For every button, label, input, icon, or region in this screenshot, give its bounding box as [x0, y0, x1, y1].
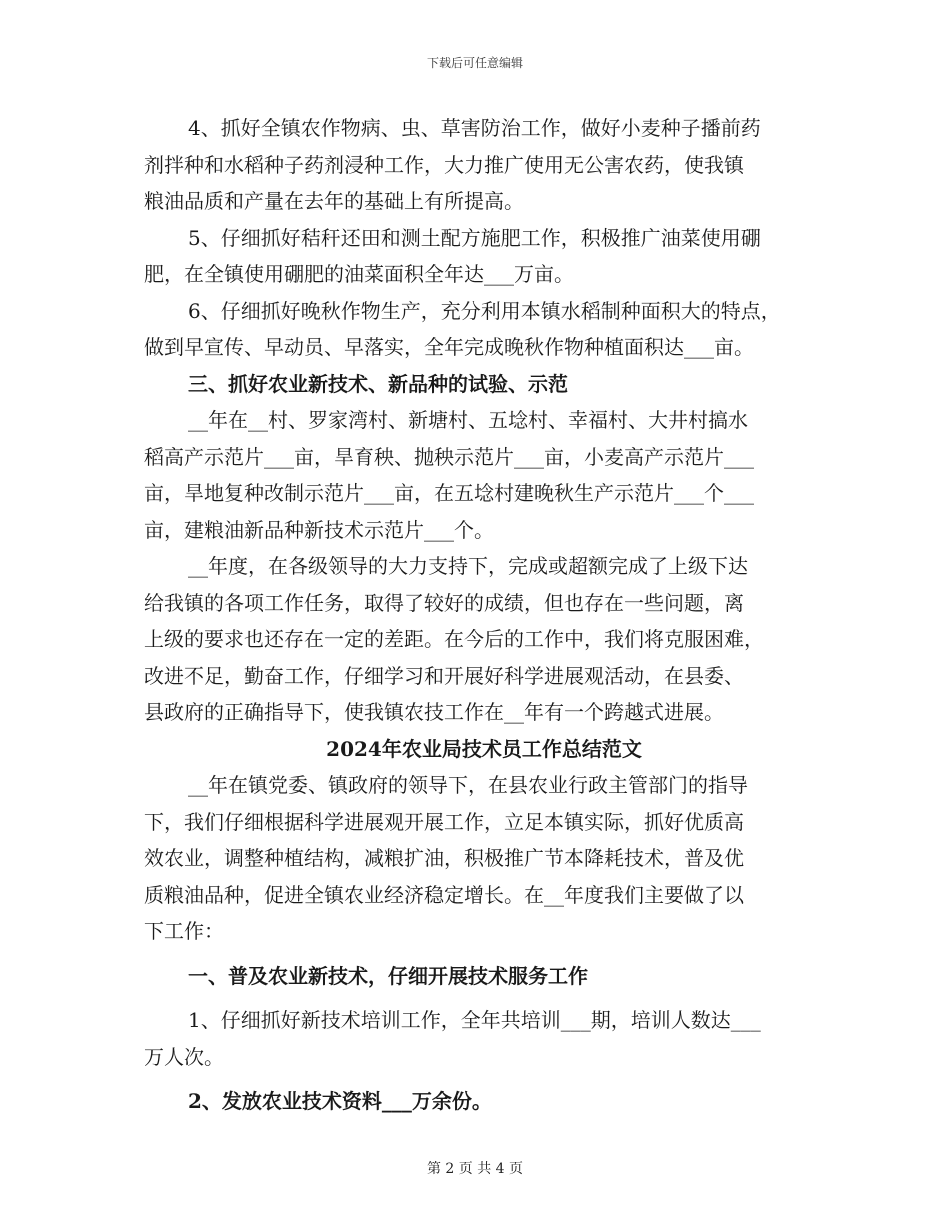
- paragraph-line: __年在镇党委、镇政府的领导下，在县农业行政主管部门的指导: [188, 773, 748, 797]
- paragraph-line: 5、仔细抓好秸秆还田和测土配方施肥工作，积极推广油菜使用硼: [188, 225, 761, 250]
- page-footer: 第 2 页 共 4 页: [426, 1161, 524, 1177]
- paragraph-line: 给我镇的各项工作任务，取得了较好的成绩，但也存在一些问题，离: [144, 590, 744, 615]
- paragraph-line: 肥，在全镇使用硼肥的油菜面积全年达___万亩。: [144, 262, 574, 286]
- section-heading: 一、普及农业新技术，仔细开展技术服务工作: [188, 963, 588, 988]
- page-header: 下载后可任意编辑: [426, 56, 523, 70]
- paragraph-line: 改进不足，勤奋工作，仔细学习和开展好科学进展观活动，在县委、: [144, 663, 744, 688]
- paragraph-line: 粮油品质和产量在去年的基础上有所提高。: [144, 189, 524, 213]
- paragraph-line: 万人次。: [144, 1044, 224, 1069]
- paragraph-line: 下，我们仔细根据科学进展观开展工作，立足本镇实际，抓好优质高: [144, 809, 744, 834]
- section-heading: 三、抓好农业新技术、新品种的试验、示范: [188, 371, 568, 396]
- paragraph-line: 2、发放农业技术资料___万余份。: [188, 1089, 492, 1113]
- paragraph-line: 上级的要求也还存在一定的差距。在今后的工作中，我们将克服困难，: [144, 627, 764, 651]
- paragraph-line: 亩，建粮油新品种新技术示范片___个。: [144, 517, 494, 542]
- paragraph-line: 下工作：: [144, 919, 224, 943]
- paragraph-line: 稻高产示范片___亩，旱育秧、抛秧示范片___亩，小麦高产示范片___: [144, 444, 754, 469]
- paragraph-line: 质粮油品种，促进全镇农业经济稳定增长。在__年度我们主要做了以: [144, 882, 744, 907]
- document-body: [144, 110, 824, 1120]
- paragraph-line: 亩，旱地复种改制示范片___亩，在五埝村建晚秋生产示范片___个___: [144, 481, 754, 505]
- paragraph-line: 4、抓好全镇农作物病、虫、草害防治工作，做好小麦种子播前药: [188, 116, 761, 140]
- paragraph-line: __年在__村、罗家湾村、新塘村、五埝村、幸福村、大井村搞水: [188, 408, 748, 432]
- paragraph-line: 县政府的正确指导下，使我镇农技工作在__年有一个跨越式进展。: [144, 700, 724, 724]
- paragraph-line: 6、仔细抓好晚秋作物生产，充分利用本镇水稻制种面积大的特点，: [188, 298, 781, 323]
- document-title: 2024年农业局技术员工作总结范文: [326, 736, 642, 761]
- paragraph-line: 1、仔细抓好新技术培训工作，全年共培训___期，培训人数达___: [188, 1008, 761, 1032]
- paragraph-line: __年度，在各级领导的大力支持下，完成或超额完成了上级下达: [188, 554, 748, 578]
- paragraph-line: 剂拌种和水稻种子药剂浸种工作，大力推广使用无公害农药，使我镇: [144, 152, 744, 177]
- paragraph-line: 效农业，调整种植结构，减粮扩油，积极推广节本降耗技术，普及优: [144, 846, 744, 870]
- paragraph-line: 做到早宣传、早动员、早落实，全年完成晚秋作物种植面积达___亩。: [144, 335, 754, 359]
